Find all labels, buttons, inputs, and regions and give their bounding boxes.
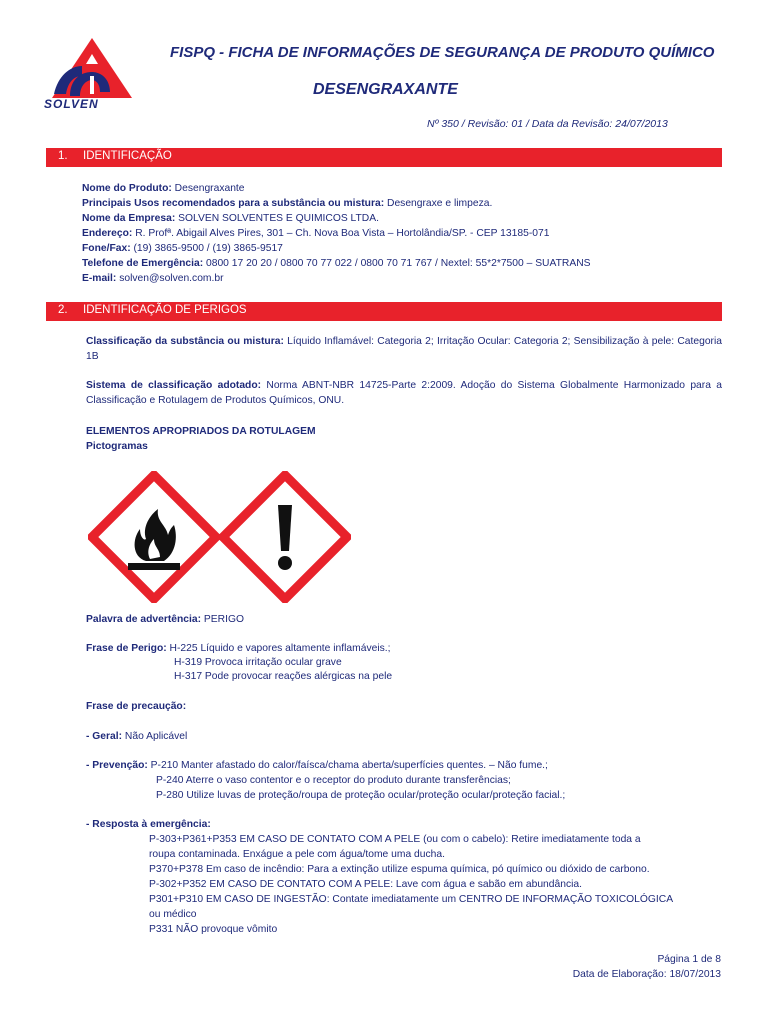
hazard-phrase: Frase de Perigo: H-225 Líquido e vapores altamente inflamáveis.; xyxy=(86,643,391,654)
flame-pictogram-icon xyxy=(88,471,220,603)
precaution-heading: Frase de precaução: xyxy=(86,701,187,712)
field-address: Endereço: R. Profª. Abigail Alves Pires, 301 – Ch. Nova Boa Vista – Hortolândia/SP. - CEP 13185-071 xyxy=(82,228,550,239)
hazard-phrase: H-319 Provoca irritação ocular grave xyxy=(174,657,342,668)
labeling-elements-heading: ELEMENTOS APROPRIADOS DA ROTULAGEM xyxy=(86,426,316,437)
logo-text: SOLVEN xyxy=(44,97,99,111)
field-emergency-phone: Telefone de Emergência: 0800 17 20 20 / 0800 70 77 022 / 0800 70 71 767 / Nextel: 55*2*7500 – SUATRANS xyxy=(82,258,591,269)
section-number: 2. xyxy=(58,304,68,316)
page-number: Página 1 de 8 xyxy=(657,954,721,965)
section-title: IDENTIFICAÇÃO DE PERIGOS xyxy=(83,304,247,316)
classification-system-paragraph: Sistema de classificação adotado: Norma ABNT-NBR 14725-Parte 2:2009. Adoção do Sistema Globalmente Harmonizado para a Classificação e Rotulagem de Produtos Químicos, ONU. xyxy=(86,380,722,406)
response-line: roupa contaminada. Enxágue a pele com água/tome uma ducha. xyxy=(149,849,445,860)
section-number: 1. xyxy=(58,150,68,162)
response-line: ou médico xyxy=(149,909,197,920)
response-line: P301+P310 EM CASO DE INGESTÃO: Contate imediatamente um CENTRO DE INFORMAÇÃO TOXICOLÓGICA xyxy=(149,894,674,905)
company-logo xyxy=(40,36,140,118)
signal-word: Palavra de advertência: PERIGO xyxy=(86,614,244,625)
prevention-line: - Prevenção: P-210 Manter afastado do calor/faísca/chama aberta/superfícies quentes. – Não fume.; xyxy=(86,760,548,771)
product-title: DESENGRAXANTE xyxy=(313,81,458,98)
emergency-response-heading: - Resposta à emergência: xyxy=(86,819,211,830)
field-uses: Principais Usos recomendados para a substância ou mistura: Desengraxe e limpeza. xyxy=(82,198,493,209)
classification-paragraph: Classificação da substância ou mistura: Líquido Inflamável: Categoria 2; Irritação Ocular: Categoria 2; Sensibilização à pele: Categoria 1B xyxy=(86,336,722,362)
field-phone: Fone/Fax: (19) 3865-9500 / (19) 3865-9517 xyxy=(82,243,283,254)
response-line: P-303+P361+P353 EM CASO DE CONTATO COM A PELE (ou com o cabelo): Retire imediatamente toda a xyxy=(149,834,641,845)
field-email: E-mail: solven@solven.com.br xyxy=(82,273,224,284)
exclamation-pictogram-icon xyxy=(219,471,351,603)
hazard-phrase: H-317 Pode provocar reações alérgicas na pele xyxy=(174,671,393,682)
field-company: Nome da Empresa: SOLVEN SOLVENTES E QUIMICOS LTDA. xyxy=(82,213,379,224)
section-1-header xyxy=(46,148,722,167)
prevention-line: P-240 Aterre o vaso contentor e o receptor do produto durante transferências; xyxy=(156,775,511,786)
section-title: IDENTIFICAÇÃO xyxy=(83,150,172,162)
response-line: P331 NÃO provoque vômito xyxy=(149,924,278,935)
response-line: P-302+P352 EM CASO DE CONTATO COM A PELE: Lave com água e sabão em abundância. xyxy=(149,879,582,890)
field-product-name: Nome do Produto: Desengraxante xyxy=(82,183,245,194)
revision-line: Nº 350 / Revisão: 01 / Data da Revisão: 24/07/2013 xyxy=(427,118,668,130)
identification-fields xyxy=(82,181,591,286)
section-2-header xyxy=(46,302,722,321)
prevention-line: P-280 Utilize luvas de proteção/roupa de proteção ocular/proteção ocular/proteção facial.; xyxy=(156,790,566,801)
document-title: FISPQ - FICHA DE INFORMAÇÕES DE SEGURANÇA DE PRODUTO QUÍMICO xyxy=(170,44,715,61)
general-precaution: - Geral: Não Aplicável xyxy=(86,731,188,742)
pictograms-heading: Pictogramas xyxy=(86,441,148,452)
emergency-response-list xyxy=(149,832,673,937)
elaboration-date: Data de Elaboração: 18/07/2013 xyxy=(572,969,721,980)
response-line: P370+P378 Em caso de incêndio: Para a extinção utilize espuma química, pó químico ou dióxido de carbono. xyxy=(149,864,650,875)
